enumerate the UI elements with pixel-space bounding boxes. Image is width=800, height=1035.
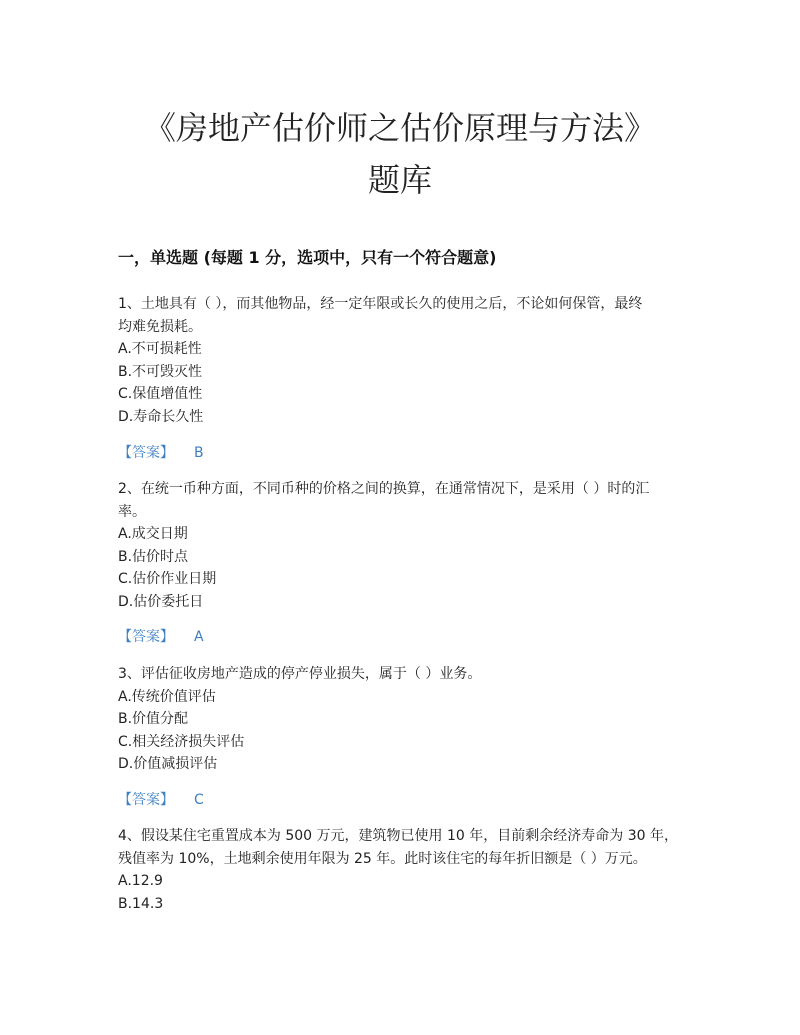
section-header: 一，单选题 (每题 1 分，选项中，只有一个符合题意) xyxy=(118,248,497,267)
question-2 xyxy=(118,478,678,613)
answer-value: B xyxy=(194,445,204,461)
option-b: B.价值分配 xyxy=(118,711,189,727)
option-a: A.成交日期 xyxy=(118,526,188,542)
option-c: C.保值增值性 xyxy=(118,386,203,402)
answer-3 xyxy=(118,790,204,810)
option-c: C.估价作业日期 xyxy=(118,571,217,587)
option-d: D.寿命长久性 xyxy=(118,408,204,425)
question-stem-line: 3、评估征收房地产造成的停产停业损失，属于（ ）业务。 xyxy=(118,666,482,682)
option-c: C.相关经济损失评估 xyxy=(118,733,245,750)
answer-1 xyxy=(118,443,204,463)
question-1 xyxy=(118,293,678,428)
question-4 xyxy=(118,825,678,915)
answer-label: 【答案】 xyxy=(118,445,174,461)
option-b: B.14.3 xyxy=(118,895,164,912)
option-a: A.传统价值评估 xyxy=(118,688,216,705)
option-b: B.估价时点 xyxy=(118,548,189,565)
question-stem-line: 2、在统一币种方面，不同币种的价格之间的换算，在通常情况下，是采用（ ）时的汇 xyxy=(118,481,650,497)
question-stem-line: 4、假设某住宅重置成本为 500 万元，建筑物已使用 10 年，目前剩余经济寿命为 30 年， xyxy=(118,828,678,844)
document-subtitle: 题库 xyxy=(367,161,432,199)
option-a: A.不可损耗性 xyxy=(118,341,202,357)
option-a: A.12.9 xyxy=(118,873,163,889)
answer-2 xyxy=(118,627,204,647)
option-b: B.不可毁灭性 xyxy=(118,363,203,380)
question-stem-line: 率。 xyxy=(118,503,146,520)
answer-label: 【答案】 xyxy=(118,792,174,808)
question-stem-line: 均难免损耗。 xyxy=(118,318,202,335)
answer-label: 【答案】 xyxy=(118,629,174,645)
question-stem-line: 1、土地具有（ ），而其他物品，经一定年限或长久的使用之后，不论如何保管，最终 xyxy=(118,296,643,312)
answer-value: C xyxy=(194,792,204,808)
document-title: 《房地产估价师之估价原理与方法》 xyxy=(143,109,656,147)
option-d: D.估价委托日 xyxy=(118,593,204,610)
question-stem-line: 残值率为 10%，土地剩余使用年限为 25 年。此时该住宅的每年折旧额是（ ）万元。 xyxy=(118,850,647,867)
answer-value: A xyxy=(194,629,204,645)
question-3 xyxy=(118,663,678,776)
option-d: D.价值减损评估 xyxy=(118,756,218,772)
